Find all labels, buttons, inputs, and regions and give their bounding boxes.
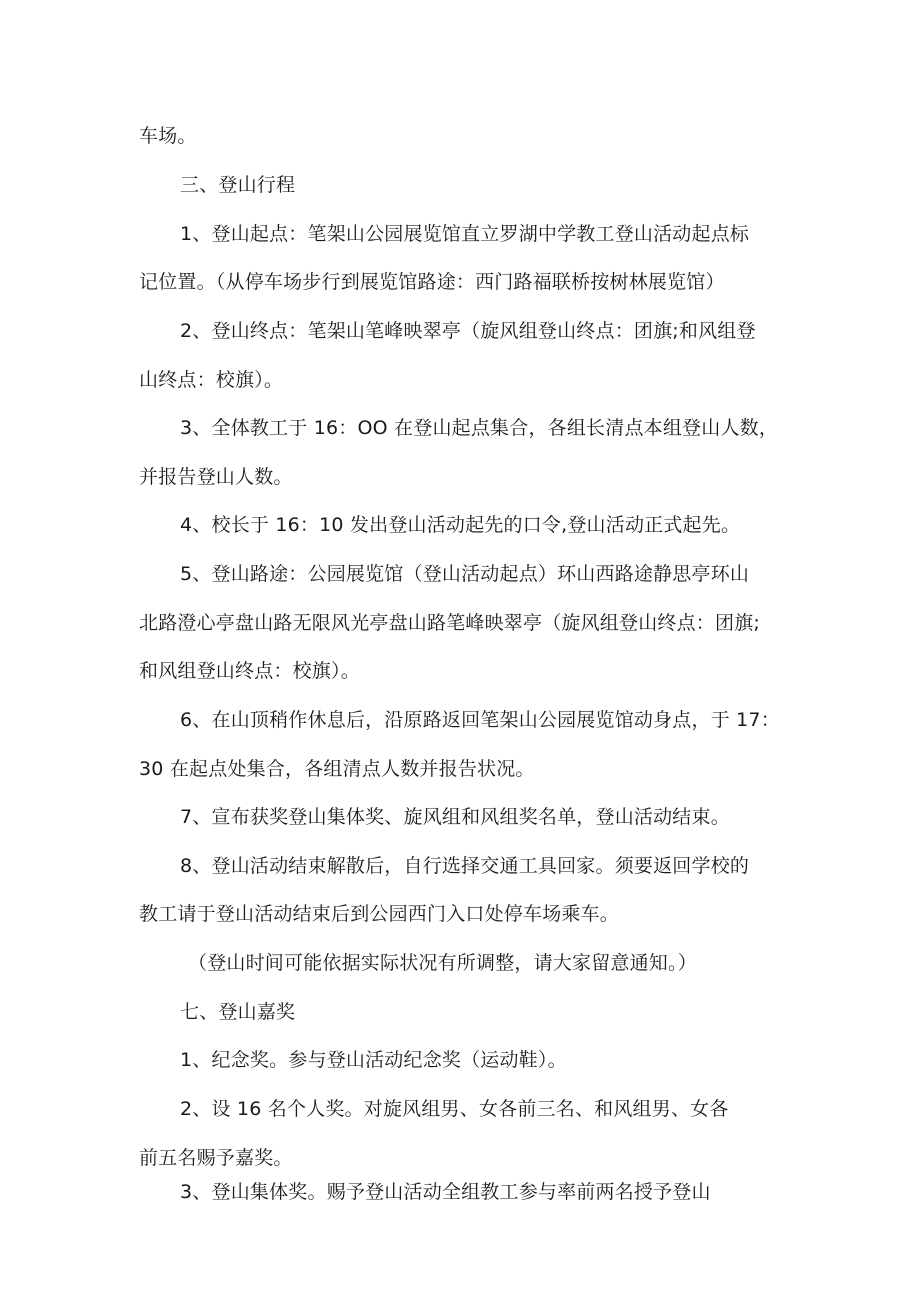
paragraph-line: 记位置。（从停车场步行到展览馆路途：西门路福联桥按树林展览馆） — [139, 271, 725, 293]
paragraph-line: 并报告登山人数。 — [139, 466, 293, 488]
paragraph-line: 7、宣布获奖登山集体奖、旋风组和风组奖名单，登山活动结束。 — [180, 806, 730, 828]
paragraph-line: 30 在起点处集合，各组清点人数并报告状况。 — [139, 758, 535, 780]
paragraph-line: 2、登山终点：笔架山笔峰映翠亭（旋风组登山终点：团旗;和风组登 — [180, 320, 756, 342]
section-heading: 三、登山行程 — [180, 174, 296, 196]
paragraph-line: 车场。 — [139, 125, 197, 147]
paragraph-line: 8、登山活动结束解散后，自行选择交通工具回家。须要返回学校的 — [180, 855, 750, 877]
section-heading: 七、登山嘉奖 — [180, 1001, 296, 1023]
paragraph-line: 和风组登山终点：校旗）。 — [139, 660, 360, 682]
paragraph-line: 2、设 16 名个人奖。对旋风组男、女各前三名、和风组男、女各 — [180, 1098, 729, 1120]
paragraph-line: 1、登山起点：笔架山公园展览馆直立罗湖中学教工登山活动起点标 — [180, 223, 750, 245]
paragraph-line: 北路澄心亭盘山路无限风光亭盘山路笔峰映翠亭（旋风组登山终点：团旗; — [139, 612, 761, 634]
paragraph-line: 山终点：校旗）。 — [139, 369, 284, 391]
paragraph-line: 3、登山集体奖。赐予登山活动全组教工参与率前两名授予登山 — [180, 1181, 711, 1203]
paragraph-line: 教工请于登山活动结束后到公园西门入口处停车场乘车。 — [139, 903, 620, 925]
note-line: （登山时间可能依据实际状况有所调整，请大家留意通知。） — [188, 952, 697, 974]
paragraph-line: 前五名赐予嘉奖。 — [139, 1147, 293, 1169]
paragraph-line: 5、登山路途：公园展览馆（登山活动起点）环山西路途静思亭环山 — [180, 563, 750, 585]
paragraph-line: 6、在山顶稍作休息后，沿原路返回笔架山公园展览馆动身点，于 17： — [180, 709, 780, 731]
paragraph-line: 1、纪念奖。参与登山活动纪念奖（运动鞋）。 — [180, 1049, 567, 1071]
paragraph-line: 3、全体教工于 16：OO 在登山起点集合，各组长清点本组登山人数， — [180, 417, 779, 439]
paragraph-line: 4、校长于 16：10 发出登山活动起先的口令,登山活动正式起先。 — [180, 514, 741, 536]
